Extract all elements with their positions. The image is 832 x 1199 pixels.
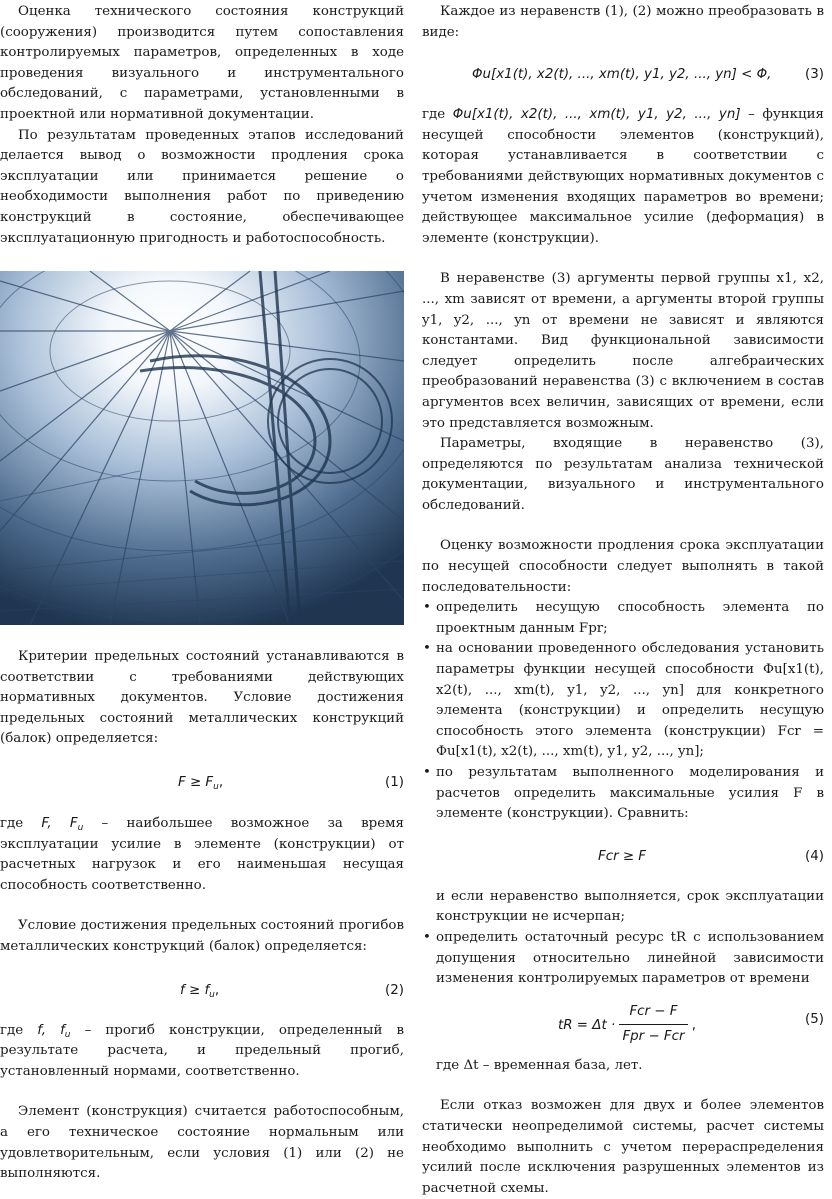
steel-ceiling-photo	[0, 271, 404, 625]
equation-2	[0, 981, 404, 1001]
paragraph: Критерии предельных состояний устанавливаются в соответствии с требованиями действующих нормативных документов. Условие достижения предельных состояний металлических конструкций (балок) определяется:	[0, 649, 404, 747]
equation-4	[422, 847, 824, 867]
paragraph: Каждое из неравенств (1), (2) можно преобразовать в виде:	[422, 4, 824, 40]
paragraph: Параметры, входящие в неравенство (3), определяются по результатам анализа технической документации, визуального и инструментального обследований.	[422, 436, 824, 513]
procedure-list	[422, 928, 824, 990]
equation-formula: tR = Δt · $\frac{\text{Fcr − F}}{\text{Fpr − Fcr}}$ ,	[558, 1002, 696, 1048]
left-column-lower	[0, 647, 404, 1185]
equation-number: (4)	[805, 848, 824, 864]
equation-number: (1)	[385, 774, 404, 790]
paragraph: В неравенстве (3) аргументы первой группы x1, x2, ..., xm зависят от времени, а аргументы второй группы y1, y2, ..., yn от времени не зависят и являются константами. Вид функциональной зависимости следует определить после алгебраических преобразований неравенства (3) с включением в состав аргументов всех величин, зависящих от времени, если это представляется возможным.	[422, 271, 824, 431]
paragraph: где Δt – временная база, лет.	[436, 1057, 643, 1073]
paragraph: Оценку возможности продления срока эксплуатации по несущей способности следует выполнять в такой последовательности:	[422, 538, 824, 595]
equation-number: (5)	[805, 1011, 824, 1027]
equation-number: (3)	[805, 67, 824, 83]
fraction: $\frac{\text{Fcr − F}}{\text{Fpr − Fcr}}$	[619, 1002, 687, 1048]
equation-formula: $F \ge F_u$,	[178, 774, 224, 792]
equation-formula: Φu[x1(t), x2(t), ..., xm(t), y1, y2, ..., yn] < Φ,	[472, 67, 772, 83]
procedure-list	[422, 598, 824, 825]
equation-5	[422, 998, 824, 1045]
equation-number: (2)	[385, 982, 404, 998]
left-column	[0, 0, 404, 249]
list-item: • определить остаточный ресурс tR с использованием допущения относительно линейной зависимости изменения контролируемых параметров от времени	[422, 928, 824, 990]
paragraph: где Φu[x1(t), x2(t), ..., xm(t), y1, y2, ..., yn] – функция несущей способности элементов (конструкций), которая устанавливается в соответствии с требованиями действующих нормативных документов с учетом изменения входящих параметров во времени; действующее максимальное усилие (деформация) в элементе (конструкции).	[422, 107, 824, 246]
paragraph: По результатам проведенных этапов исследований делается вывод о возможности продления срока эксплуатации или принимается решение о необходимости выполнения работ по приведению конструкций в состояние, обеспечивающее эксплуатационную пригодность и работоспособность.	[0, 127, 404, 246]
equation-formula: Fcr ≥ F	[598, 848, 647, 864]
right-column	[422, 0, 824, 1199]
paragraph: Если отказ возможен для двух и более элементов статически неопределимой системы, расчет системы необходимо выполнить с учетом перераспределения усилий после исключения разрушенных элементов из расчетной схемы.	[422, 1098, 824, 1196]
list-item: • определить несущую способность элемента по проектным данным Fpr;	[422, 598, 824, 639]
list-item: • по результатам выполненного моделирования и расчетов определить максимальные усилия F в элементе (конструкции). Сравнить:	[422, 763, 824, 825]
equation-1	[0, 773, 404, 793]
paragraph: где F, $F_u$ – наибольшее возможное за время эксплуатации усилие в элементе (конструкции) от расчетных нагрузок и его наименьшая несущая способность соответственно.	[0, 815, 404, 893]
paragraph: Условие достижения предельных состояний прогибов металлических конструкций (балок) определяется:	[0, 918, 404, 954]
paragraph: где f, $f_u$ – прогиб конструкции, определенный в результате расчета, и предельный прогиб, установленный нормами, соответственно.	[0, 1022, 404, 1079]
list-item: • на основании проведенного обследования установить параметры функции несущей способности Φu[x1(t), x2(t), ..., xm(t), y1, y2, ..., yn] для конкретного элемента (конструкции) и определить несущую способность этого элемента (конструкции) Fcr = Φu[x1(t), x2(t), ..., xm(t), y1, y2, ..., yn];	[422, 639, 824, 763]
paragraph: Оценка технического состояния конструкций (сооружения) производится путем сопоставления контролируемых параметров, определенных в ходе проведения визуального и инструментального обследований, с параметрами, установленными в проектной или нормативной документации.	[0, 4, 404, 122]
equation-formula: $f \ge f_u$,	[180, 982, 220, 1000]
paragraph: и если неравенство выполняется, срок эксплуатации конструкции не исчерпан;	[436, 888, 824, 925]
paragraph: Элемент (конструкция) считается работоспособным, а его техническое состояние нормальным или удовлетворительным, если условия (1) или (2) не выполняются.	[0, 1104, 404, 1182]
equation-3	[422, 65, 824, 85]
